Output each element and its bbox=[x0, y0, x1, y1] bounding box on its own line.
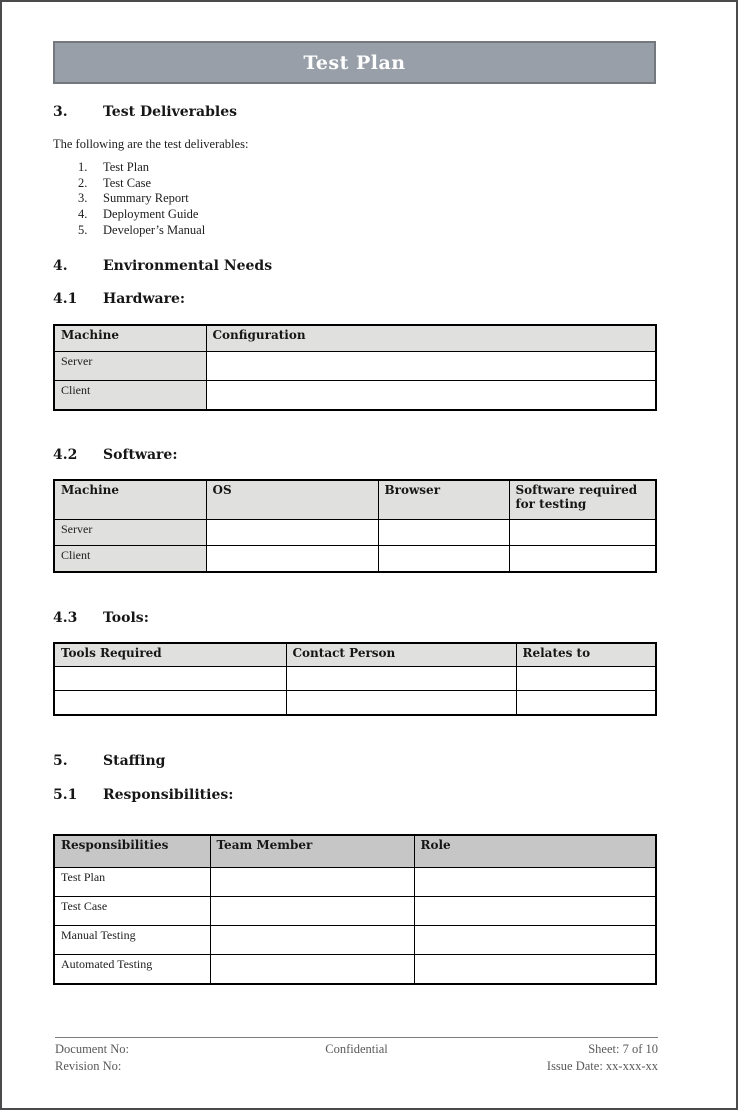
heading-number: 3. bbox=[53, 104, 68, 120]
column-header: Browser bbox=[378, 480, 509, 520]
sheet-number: Sheet: 7 of 10 bbox=[588, 1042, 658, 1056]
row-label-cell: Test Case bbox=[54, 897, 210, 926]
column-header: Software required for testing bbox=[509, 480, 656, 520]
list-item bbox=[53, 160, 656, 176]
table-cell bbox=[286, 691, 516, 715]
heading-number: 4. bbox=[53, 257, 68, 274]
heading-title: Responsibilities: bbox=[103, 786, 234, 803]
table-row bbox=[54, 691, 656, 715]
confidential-label: Confidential bbox=[325, 1042, 388, 1056]
table-cell bbox=[206, 520, 378, 546]
row-label-cell: Server bbox=[54, 352, 206, 381]
table-cell bbox=[54, 691, 286, 715]
responsibilities-table bbox=[53, 834, 657, 985]
list-item-text: Developer’s Manual bbox=[103, 222, 206, 237]
table-cell bbox=[210, 897, 414, 926]
list-item bbox=[53, 223, 656, 239]
table-cell bbox=[286, 667, 516, 691]
heading-title: Staffing bbox=[103, 752, 166, 769]
table-row bbox=[54, 520, 656, 546]
tools-table bbox=[53, 642, 657, 716]
row-label-cell: Server bbox=[54, 520, 206, 546]
revision-no-label: Revision No: bbox=[55, 1058, 122, 1073]
table-cell bbox=[210, 955, 414, 984]
deliverables-list bbox=[53, 160, 656, 239]
list-item bbox=[53, 191, 656, 207]
table-header-row bbox=[54, 643, 656, 667]
footer-right bbox=[457, 1041, 658, 1074]
row-label-cell: Automated Testing bbox=[54, 955, 210, 984]
heading-number: 5. bbox=[53, 752, 68, 769]
table-cell bbox=[414, 897, 656, 926]
footer-center bbox=[256, 1041, 457, 1074]
table-row bbox=[54, 667, 656, 691]
heading-number: 5.1 bbox=[53, 786, 78, 803]
heading-title: Environmental Needs bbox=[103, 257, 273, 274]
heading-hardware bbox=[53, 291, 656, 307]
table-row bbox=[54, 868, 656, 897]
row-label-cell: Client bbox=[54, 381, 206, 410]
heading-staffing bbox=[53, 753, 656, 769]
table-row bbox=[54, 897, 656, 926]
table-row bbox=[54, 381, 656, 410]
deliverables-intro: The following are the test deliverables: bbox=[53, 137, 249, 151]
table-cell bbox=[516, 691, 656, 715]
list-item-number: 4. bbox=[78, 207, 88, 222]
list-item-text: Test Plan bbox=[103, 160, 149, 174]
list-item-number: 5. bbox=[78, 222, 88, 237]
table-cell bbox=[378, 546, 509, 572]
heading-test-deliverables bbox=[53, 104, 656, 120]
table-cell bbox=[210, 926, 414, 955]
table-cell bbox=[378, 520, 509, 546]
table-cell bbox=[54, 667, 286, 691]
table-cell bbox=[414, 955, 656, 984]
list-item-number: 1. bbox=[78, 160, 88, 174]
column-header: Machine bbox=[54, 325, 206, 352]
column-header: Team Member bbox=[210, 835, 414, 868]
heading-title: Test Deliverables bbox=[103, 104, 238, 120]
column-header: OS bbox=[206, 480, 378, 520]
heading-title: Hardware: bbox=[103, 290, 186, 307]
issue-date: Issue Date: xx-xxx-xx bbox=[546, 1058, 658, 1073]
column-header: Relates to bbox=[516, 643, 656, 667]
list-item-text: Test Case bbox=[103, 175, 152, 190]
table-header-row bbox=[54, 325, 656, 352]
table-row bbox=[54, 352, 656, 381]
heading-title: Software: bbox=[103, 446, 178, 463]
document-no-label: Document No: bbox=[55, 1042, 129, 1056]
page-footer bbox=[55, 1037, 658, 1074]
table-cell bbox=[206, 546, 378, 572]
column-header: Role bbox=[414, 835, 656, 868]
heading-environmental-needs bbox=[53, 258, 656, 274]
title-banner bbox=[53, 41, 656, 84]
heading-number: 4.2 bbox=[53, 446, 78, 463]
row-label-cell: Test Plan bbox=[54, 868, 210, 897]
table-row bbox=[54, 955, 656, 984]
table-cell bbox=[509, 520, 656, 546]
heading-responsibilities bbox=[53, 787, 656, 803]
table-header-row bbox=[54, 835, 656, 868]
table-cell bbox=[206, 381, 656, 410]
table-cell bbox=[206, 352, 656, 381]
column-header: Tools Required bbox=[54, 643, 286, 667]
list-item-text: Summary Report bbox=[103, 191, 189, 206]
heading-number: 4.1 bbox=[53, 290, 78, 307]
table-cell bbox=[414, 926, 656, 955]
row-label-cell: Manual Testing bbox=[54, 926, 210, 955]
table-header-row bbox=[54, 480, 656, 520]
table-cell bbox=[516, 667, 656, 691]
list-item-number: 2. bbox=[78, 175, 88, 190]
list-item-number: 3. bbox=[78, 191, 88, 206]
list-item bbox=[53, 176, 656, 192]
heading-number: 4.3 bbox=[53, 609, 78, 626]
heading-software bbox=[53, 447, 656, 463]
row-label-cell: Client bbox=[54, 546, 206, 572]
software-table bbox=[53, 479, 657, 573]
column-header: Machine bbox=[54, 480, 206, 520]
list-item-text: Deployment Guide bbox=[103, 207, 199, 222]
hardware-table bbox=[53, 324, 657, 411]
column-header: Contact Person bbox=[286, 643, 516, 667]
column-header: Configuration bbox=[206, 325, 656, 352]
heading-tools bbox=[53, 610, 656, 626]
footer-left bbox=[55, 1041, 256, 1074]
table-cell bbox=[509, 546, 656, 572]
table-row bbox=[54, 546, 656, 572]
page-content bbox=[2, 41, 656, 985]
table-cell bbox=[414, 868, 656, 897]
table-cell bbox=[210, 868, 414, 897]
heading-title: Tools: bbox=[103, 609, 149, 626]
document-title: Test Plan bbox=[303, 51, 406, 74]
table-row bbox=[54, 926, 656, 955]
column-header: Responsibilities bbox=[54, 835, 210, 868]
list-item bbox=[53, 207, 656, 223]
